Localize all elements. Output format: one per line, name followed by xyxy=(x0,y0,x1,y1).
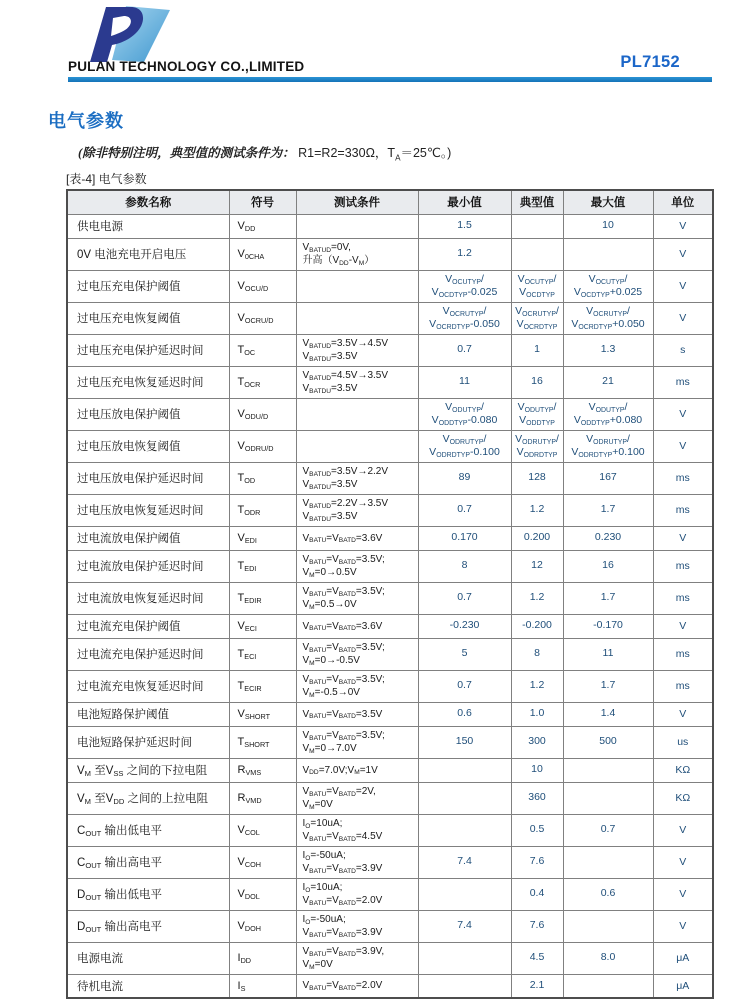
test-conditions-note xyxy=(78,143,451,163)
unit-cell: V xyxy=(653,910,713,942)
max-value-cell xyxy=(563,238,653,270)
typ-value-cell: $V_{ODRUTYP}/$ $V_{ODRDTYP}$ xyxy=(511,430,563,462)
unit-cell: V xyxy=(653,430,713,462)
condition-cell: $V_{BATU}=V_{BATD}=3.5V$ xyxy=(296,702,418,726)
max-value-cell: 167 xyxy=(563,462,653,494)
table-row xyxy=(67,494,713,526)
symbol-cell: $T_{ECI}$ xyxy=(229,638,296,670)
max-value-cell xyxy=(563,758,653,782)
max-value-cell: $V_{OCRUTYP}/$ $V_{OCRDTYP}+0.050$ xyxy=(563,302,653,334)
table-header xyxy=(67,190,713,214)
min-value-cell: 0.7 xyxy=(418,494,511,526)
min-value-cell: 0.7 xyxy=(418,582,511,614)
typ-value-cell: 2.1 xyxy=(511,974,563,998)
symbol-cell: $V_{DOL}$ xyxy=(229,878,296,910)
typ-value-cell xyxy=(511,214,563,238)
unit-cell: μA xyxy=(653,942,713,974)
typ-value-cell: 1.0 xyxy=(511,702,563,726)
symbol-cell: $V_{ECI}$ xyxy=(229,614,296,638)
col-header-param-name: 参数名称 xyxy=(67,190,229,214)
symbol-cell: $V_{EDI}$ xyxy=(229,526,296,550)
typ-value-cell: $V_{ODUTYP}/$ $V_{ODDTYP}$ xyxy=(511,398,563,430)
col-header-max: 最大值 xyxy=(563,190,653,214)
table-row xyxy=(67,550,713,582)
param-name-cell: $C_{OUT}$ 输出高电平 xyxy=(67,846,229,878)
typ-value-cell: 4.5 xyxy=(511,942,563,974)
table-row xyxy=(67,334,713,366)
param-name-cell: 电源电流 xyxy=(67,942,229,974)
min-value-cell xyxy=(418,942,511,974)
symbol-cell: $T_{EDIR}$ xyxy=(229,582,296,614)
min-value-cell: 8 xyxy=(418,550,511,582)
symbol-cell: $V_{OCRU/D}$ xyxy=(229,302,296,334)
unit-cell: V xyxy=(653,814,713,846)
min-value-cell: 0.7 xyxy=(418,670,511,702)
table-row xyxy=(67,526,713,550)
table-row xyxy=(67,270,713,302)
min-value-cell: 0.170 xyxy=(418,526,511,550)
unit-cell: V xyxy=(653,702,713,726)
symbol-cell: $T_{ECIR}$ xyxy=(229,670,296,702)
typ-value-cell: 360 xyxy=(511,782,563,814)
param-name-cell: 过电流放电保护阈值 xyxy=(67,526,229,550)
table-row xyxy=(67,878,713,910)
unit-cell: us xyxy=(653,726,713,758)
typ-value-cell: $V_{OCUTYP}/$ $V_{OCDTYP}$ xyxy=(511,270,563,302)
condition-cell: $I_O=10uA$; $V_{BATU}=V_{BATD}=4.5V$ xyxy=(296,814,418,846)
param-name-cell: 过电压放电保护延迟时间 xyxy=(67,462,229,494)
max-value-cell: $V_{ODUTYP}/$ $V_{ODDTYP}+0.080$ xyxy=(563,398,653,430)
param-name-cell: 过电压充电保护延迟时间 xyxy=(67,334,229,366)
unit-cell: V xyxy=(653,878,713,910)
param-name-cell: $C_{OUT}$ 输出低电平 xyxy=(67,814,229,846)
col-header-min: 最小值 xyxy=(418,190,511,214)
typ-value-cell: 0.5 xyxy=(511,814,563,846)
table-row xyxy=(67,942,713,974)
max-value-cell: -0.170 xyxy=(563,614,653,638)
condition-cell: $V_{BATUD}=0V$, 升高$(V_{DD}-V_M)$ xyxy=(296,238,418,270)
param-name-cell: 过电压充电保护阈值 xyxy=(67,270,229,302)
symbol-cell: $T_{OC}$ xyxy=(229,334,296,366)
part-number: PL7152 xyxy=(620,53,680,71)
max-value-cell: 0.6 xyxy=(563,878,653,910)
condition-cell xyxy=(296,214,418,238)
condition-cell: $V_{BATUD}=3.5V\to 4.5V$ $V_{BATDU}=3.5V$ xyxy=(296,334,418,366)
typ-value-cell: 10 xyxy=(511,758,563,782)
symbol-cell: $V_{DOH}$ xyxy=(229,910,296,942)
min-value-cell: 5 xyxy=(418,638,511,670)
company-name: PULAN TECHNOLOGY CO.,LIMITED xyxy=(68,59,305,74)
unit-cell: V xyxy=(653,526,713,550)
typ-value-cell: 8 xyxy=(511,638,563,670)
min-value-cell: 7.4 xyxy=(418,846,511,878)
symbol-cell: $R_{VMD}$ xyxy=(229,782,296,814)
table-row xyxy=(67,214,713,238)
symbol-cell: $V_{OCU/D}$ xyxy=(229,270,296,302)
min-value-cell xyxy=(418,878,511,910)
col-header-unit: 单位 xyxy=(653,190,713,214)
table-row xyxy=(67,910,713,942)
unit-cell: ms xyxy=(653,638,713,670)
symbol-cell: $I_{DD}$ xyxy=(229,942,296,974)
max-value-cell: 21 xyxy=(563,366,653,398)
typ-value-cell: 7.6 xyxy=(511,910,563,942)
max-value-cell: $V_{OCUTYP}/$ $V_{OCDTYP}+0.025$ xyxy=(563,270,653,302)
symbol-cell: $T_{EDI}$ xyxy=(229,550,296,582)
param-name-cell: 过电流充电恢复延迟时间 xyxy=(67,670,229,702)
typ-value-cell: 1.2 xyxy=(511,494,563,526)
pulan-logo-icon xyxy=(82,4,174,64)
min-value-cell: 150 xyxy=(418,726,511,758)
typ-value-cell: 0.4 xyxy=(511,878,563,910)
condition-cell: $V_{BATU}=V_{BATD}=3.5V$; $V_M=-0.5\to 0V$ xyxy=(296,670,418,702)
param-name-cell: 过电流放电保护延迟时间 xyxy=(67,550,229,582)
table-row xyxy=(67,814,713,846)
max-value-cell xyxy=(563,910,653,942)
max-value-cell: 1.3 xyxy=(563,334,653,366)
typ-value-cell: 7.6 xyxy=(511,846,563,878)
table-row xyxy=(67,726,713,758)
param-name-cell: 供电电源 xyxy=(67,214,229,238)
symbol-cell: $V_{COH}$ xyxy=(229,846,296,878)
condition-cell: $V_{BATU}=V_{BATD}=3.5V$; $V_M=0\to 0.5V$ xyxy=(296,550,418,582)
symbol-cell: $V_{0CHA}$ xyxy=(229,238,296,270)
min-value-cell xyxy=(418,974,511,998)
symbol-cell: $V_{ODRU/D}$ xyxy=(229,430,296,462)
max-value-cell xyxy=(563,846,653,878)
typ-value-cell: 128 xyxy=(511,462,563,494)
note-chinese-part: (除非特别注明，典型值的测试条件为： xyxy=(78,146,295,160)
note-technical-part: R1=R2=330Ω，$T_A=25℃$。) xyxy=(298,146,452,163)
typ-value-cell xyxy=(511,238,563,270)
condition-cell: $I_O=-50uA$; $V_{BATU}=V_{BATD}=3.9V$ xyxy=(296,910,418,942)
unit-cell: KΩ xyxy=(653,758,713,782)
unit-cell: V xyxy=(653,398,713,430)
table-row xyxy=(67,614,713,638)
table-row xyxy=(67,462,713,494)
typ-value-cell: 1.2 xyxy=(511,670,563,702)
typ-value-cell: 16 xyxy=(511,366,563,398)
param-name-cell: 过电压放电保护阈值 xyxy=(67,398,229,430)
max-value-cell: 11 xyxy=(563,638,653,670)
col-header-test-condition: 测试条件 xyxy=(296,190,418,214)
min-value-cell: 1.2 xyxy=(418,238,511,270)
unit-cell: V xyxy=(653,614,713,638)
param-name-cell: $V_M$ 至$V_{DD}$ 之间的上拉电阻 xyxy=(67,782,229,814)
params-table-body xyxy=(67,214,713,998)
table-row xyxy=(67,302,713,334)
col-header-typ: 典型值 xyxy=(511,190,563,214)
typ-value-cell: 0.200 xyxy=(511,526,563,550)
param-name-cell: 0V 电池充电开启电压 xyxy=(67,238,229,270)
condition-cell: $V_{BATUD}=4.5V\to 3.5V$ $V_{BATDU}=3.5V$ xyxy=(296,366,418,398)
min-value-cell: $V_{ODRUTYP}/$ $V_{ODRDTYP}-0.100$ xyxy=(418,430,511,462)
max-value-cell: 0.7 xyxy=(563,814,653,846)
min-value-cell: 7.4 xyxy=(418,910,511,942)
min-value-cell: $V_{ODUTYP}/$ $V_{ODDTYP}-0.080$ xyxy=(418,398,511,430)
table-row xyxy=(67,366,713,398)
symbol-cell: $T_{ODR}$ xyxy=(229,494,296,526)
max-value-cell: 1.7 xyxy=(563,582,653,614)
symbol-cell: $R_{VMS}$ xyxy=(229,758,296,782)
symbol-cell: $T_{OCR}$ xyxy=(229,366,296,398)
unit-cell: ms xyxy=(653,462,713,494)
typ-value-cell: 1.2 xyxy=(511,582,563,614)
max-value-cell: 16 xyxy=(563,550,653,582)
param-name-cell: $D_{OUT}$ 输出低电平 xyxy=(67,878,229,910)
table-row xyxy=(67,430,713,462)
max-value-cell: 8.0 xyxy=(563,942,653,974)
condition-cell: $V_{BATU}=V_{BATD}=3.6V$ xyxy=(296,526,418,550)
unit-cell: ms xyxy=(653,366,713,398)
table-row xyxy=(67,758,713,782)
condition-cell xyxy=(296,398,418,430)
condition-cell: $I_O=-50uA$; $V_{BATU}=V_{BATD}=3.9V$ xyxy=(296,846,418,878)
unit-cell: s xyxy=(653,334,713,366)
symbol-cell: $V_{SHORT}$ xyxy=(229,702,296,726)
table-header-row xyxy=(67,190,713,214)
typ-value-cell: -0.200 xyxy=(511,614,563,638)
unit-cell: V xyxy=(653,846,713,878)
typ-value-cell: 12 xyxy=(511,550,563,582)
condition-cell: $V_{BATU}=V_{BATD}=3.9V$, $V_M=0V$ xyxy=(296,942,418,974)
max-value-cell xyxy=(563,974,653,998)
param-name-cell: $D_{OUT}$ 输出高电平 xyxy=(67,910,229,942)
symbol-cell: $T_{SHORT}$ xyxy=(229,726,296,758)
symbol-cell: $I_S$ xyxy=(229,974,296,998)
table-caption: [表-4] 电气参数 xyxy=(66,172,147,186)
condition-cell: $V_{BATUD}=3.5V\to 2.2V$ $V_{BATDU}=3.5V$ xyxy=(296,462,418,494)
condition-cell: $V_{BATU}=V_{BATD}=3.6V$ xyxy=(296,614,418,638)
table-row xyxy=(67,702,713,726)
unit-cell: V xyxy=(653,238,713,270)
max-value-cell: $V_{ODRUTYP}/$ $V_{ODRDTYP}+0.100$ xyxy=(563,430,653,462)
min-value-cell xyxy=(418,782,511,814)
condition-cell: $V_{BATU}=V_{BATD}=3.5V$; $V_M=0.5\to 0V$ xyxy=(296,582,418,614)
table-row xyxy=(67,398,713,430)
section-title: 电气参数 xyxy=(48,111,124,131)
max-value-cell: 1.7 xyxy=(563,494,653,526)
min-value-cell: 89 xyxy=(418,462,511,494)
unit-cell: ms xyxy=(653,670,713,702)
condition-cell: $V_{BATU}=V_{BATD}=3.5V$; $V_M=0\to 7.0V$ xyxy=(296,726,418,758)
param-name-cell: 过电压充电恢复延迟时间 xyxy=(67,366,229,398)
condition-cell xyxy=(296,302,418,334)
symbol-cell: $T_{OD}$ xyxy=(229,462,296,494)
param-name-cell: 过电压充电恢复阈值 xyxy=(67,302,229,334)
param-name-cell: 过电流充电保护阈值 xyxy=(67,614,229,638)
min-value-cell: $V_{OCRUTYP}/$ $V_{OCRDTYP}-0.050$ xyxy=(418,302,511,334)
condition-cell: $V_{BATU}=V_{BATD}=2.0V$ xyxy=(296,974,418,998)
min-value-cell xyxy=(418,758,511,782)
unit-cell: ms xyxy=(653,494,713,526)
condition-cell xyxy=(296,430,418,462)
param-name-cell: 电池短路保护阈值 xyxy=(67,702,229,726)
typ-value-cell: 300 xyxy=(511,726,563,758)
unit-cell: V xyxy=(653,270,713,302)
table-row xyxy=(67,238,713,270)
unit-cell: ms xyxy=(653,582,713,614)
max-value-cell: 500 xyxy=(563,726,653,758)
unit-cell: V xyxy=(653,214,713,238)
symbol-cell: $V_{DD}$ xyxy=(229,214,296,238)
table-row xyxy=(67,670,713,702)
min-value-cell: $V_{OCUTYP}/$ $V_{OCDTYP}-0.025$ xyxy=(418,270,511,302)
col-header-symbol: 符号 xyxy=(229,190,296,214)
max-value-cell: 10 xyxy=(563,214,653,238)
min-value-cell: 0.6 xyxy=(418,702,511,726)
typ-value-cell: 1 xyxy=(511,334,563,366)
condition-cell: $V_{BATU}=V_{BATD}=3.5V$; $V_M=0\to-0.5V$ xyxy=(296,638,418,670)
table-row xyxy=(67,638,713,670)
condition-cell: $V_{DD}=7.0V;V_M=1V$ xyxy=(296,758,418,782)
min-value-cell xyxy=(418,814,511,846)
param-name-cell: 待机电流 xyxy=(67,974,229,998)
unit-cell: V xyxy=(653,302,713,334)
header-rule xyxy=(68,77,712,82)
param-name-cell: 过电流充电保护延迟时间 xyxy=(67,638,229,670)
typ-value-cell: $V_{OCRUTYP}/$ $V_{OCRDTYP}$ xyxy=(511,302,563,334)
min-value-cell: 1.5 xyxy=(418,214,511,238)
symbol-cell: $V_{COL}$ xyxy=(229,814,296,846)
electrical-parameters-table xyxy=(66,189,714,999)
param-name-cell: 过电压放电恢复阈值 xyxy=(67,430,229,462)
param-name-cell: 过电压放电恢复延迟时间 xyxy=(67,494,229,526)
condition-cell: $V_{BATUD}=2.2V\to 3.5V$ $V_{BATDU}=3.5V$ xyxy=(296,494,418,526)
param-name-cell: 过电流放电恢复延迟时间 xyxy=(67,582,229,614)
param-name-cell: 电池短路保护延迟时间 xyxy=(67,726,229,758)
unit-cell: μA xyxy=(653,974,713,998)
min-value-cell: 11 xyxy=(418,366,511,398)
min-value-cell: -0.230 xyxy=(418,614,511,638)
table-row xyxy=(67,974,713,998)
unit-cell: ms xyxy=(653,550,713,582)
max-value-cell: 0.230 xyxy=(563,526,653,550)
min-value-cell: 0.7 xyxy=(418,334,511,366)
table-row xyxy=(67,582,713,614)
condition-cell: $V_{BATU}=V_{BATD}=2V$, $V_M=0V$ xyxy=(296,782,418,814)
condition-cell xyxy=(296,270,418,302)
table-row xyxy=(67,846,713,878)
max-value-cell xyxy=(563,782,653,814)
param-name-cell: $V_M$ 至$V_{SS}$ 之间的下拉电阻 xyxy=(67,758,229,782)
symbol-cell: $V_{ODU/D}$ xyxy=(229,398,296,430)
table-row xyxy=(67,782,713,814)
condition-cell: $I_O=10uA$; $V_{BATU}=V_{BATD}=2.0V$ xyxy=(296,878,418,910)
max-value-cell: 1.7 xyxy=(563,670,653,702)
unit-cell: KΩ xyxy=(653,782,713,814)
max-value-cell: 1.4 xyxy=(563,702,653,726)
